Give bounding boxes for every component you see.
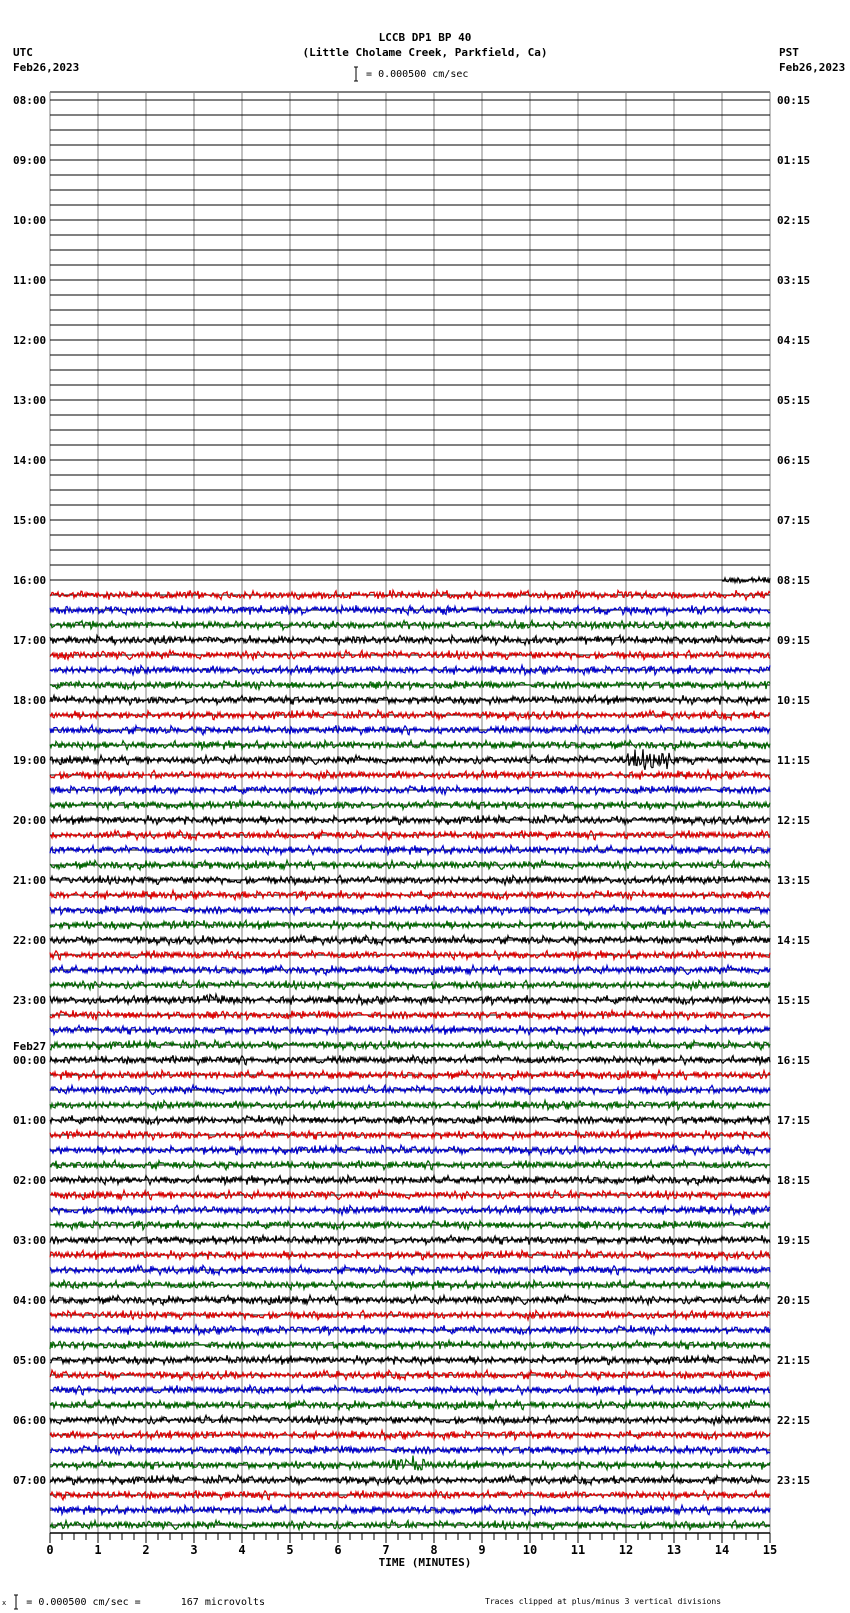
utc-hour-label: 01:00	[13, 1114, 47, 1127]
utc-hour-label: 22:00	[13, 934, 47, 947]
chart-title: LCCB DP1 BP 40	[378, 31, 472, 44]
pst-hour-label: 09:15	[777, 634, 811, 647]
pst-hour-label: 12:15	[777, 814, 811, 827]
x-tick-label: 7	[382, 1543, 390, 1557]
x-axis-label-text: TIME (MINUTES)	[378, 1556, 472, 1569]
pst-hour-label: 18:15	[777, 1174, 811, 1187]
right-timezone: PST	[779, 46, 799, 59]
pst-hour-label: 04:15	[777, 334, 811, 347]
left-timezone: UTC	[13, 46, 33, 59]
utc-hour-label: 11:00	[13, 274, 47, 287]
utc-hour-label: 12:00	[13, 334, 47, 347]
x-tick-label: 1	[94, 1543, 102, 1557]
utc-hour-label: 06:00	[13, 1414, 47, 1427]
pst-hour-label: 07:15	[777, 514, 811, 527]
utc-hour-label: 16:00	[13, 574, 47, 587]
x-tick-label: 3	[190, 1543, 198, 1557]
x-tick-label: 15	[762, 1543, 778, 1557]
utc-hour-label: 10:00	[13, 214, 47, 227]
footer-microvolts: 167 microvolts	[180, 1597, 266, 1608]
x-tick-label: 2	[142, 1543, 150, 1557]
pst-hour-label: 20:15	[777, 1294, 811, 1307]
utc-hour-label: 21:00	[13, 874, 47, 887]
header-scale-text: = 0.000500 cm/sec	[366, 69, 469, 80]
utc-hour-label: 04:00	[13, 1294, 47, 1307]
footer-scale	[2, 1594, 265, 1610]
footer-scale-text: = 0.000500 cm/sec =	[26, 1597, 141, 1608]
utc-hour-label: 19:00	[13, 754, 47, 767]
x-tick-label: 6	[334, 1543, 342, 1557]
x-tick-label: 12	[618, 1543, 634, 1557]
pst-hour-label: 03:15	[777, 274, 811, 287]
pst-hour-label: 02:15	[777, 214, 811, 227]
pst-hour-label: 21:15	[777, 1354, 811, 1367]
utc-hour-label: 17:00	[13, 634, 47, 647]
pst-hour-label: 14:15	[777, 934, 811, 947]
utc-hour-label: 23:00	[13, 994, 47, 1007]
right-date: Feb26,2023	[779, 61, 846, 74]
station-subtitle: (Little Cholame Creek, Parkfield, Ca)	[302, 46, 548, 59]
pst-hour-label: 06:15	[777, 454, 811, 467]
utc-hour-label: 08:00	[13, 94, 47, 107]
pst-hour-label: 10:15	[777, 694, 811, 707]
utc-hour-label: 05:00	[13, 1354, 47, 1367]
x-tick-label: 11	[570, 1543, 586, 1557]
pst-hour-label: 19:15	[777, 1234, 811, 1247]
x-axis-label	[0, 1557, 850, 1569]
clip-note: Traces clipped at plus/minus 3 vertical divisions	[485, 1597, 722, 1606]
x-tick-label: 8	[430, 1543, 438, 1557]
pst-hour-label: 15:15	[777, 994, 811, 1007]
utc-hour-label: 09:00	[13, 154, 47, 167]
pst-hour-label: 05:15	[777, 394, 811, 407]
utc-hour-label: 03:00	[13, 1234, 47, 1247]
pst-hour-label: 00:15	[777, 94, 811, 107]
utc-hour-label: 14:00	[13, 454, 47, 467]
utc-hour-label: 07:00	[13, 1474, 47, 1487]
utc-hour-label: 18:00	[13, 694, 47, 707]
footer-prefix: x	[2, 1599, 7, 1607]
pst-hour-label: 08:15	[777, 574, 811, 587]
x-tick-label: 14	[714, 1543, 730, 1557]
left-date: Feb26,2023	[13, 61, 80, 74]
x-tick-label: 4	[238, 1543, 246, 1557]
utc-hour-label: 20:00	[13, 814, 47, 827]
utc-hour-label: 13:00	[13, 394, 47, 407]
pst-hour-label: 17:15	[777, 1114, 811, 1127]
date-change-label: Feb27	[13, 1040, 47, 1053]
pst-hour-label: 22:15	[777, 1414, 811, 1427]
utc-hour-label: 15:00	[13, 514, 47, 527]
pst-hour-label: 11:15	[777, 754, 811, 767]
pst-hour-label: 01:15	[777, 154, 811, 167]
x-tick-label: 0	[46, 1543, 54, 1557]
footer-scale-bar-icon	[12, 1594, 20, 1610]
pst-hour-label: 23:15	[777, 1474, 811, 1487]
pst-hour-label: 16:15	[777, 1054, 811, 1067]
x-tick-label: 10	[522, 1543, 538, 1557]
utc-hour-label: 00:00	[13, 1054, 47, 1067]
x-tick-label: 5	[286, 1543, 294, 1557]
x-tick-label: 13	[666, 1543, 682, 1557]
utc-hour-label: 02:00	[13, 1174, 47, 1187]
pst-hour-label: 13:15	[777, 874, 811, 887]
x-tick-label: 9	[478, 1543, 486, 1557]
